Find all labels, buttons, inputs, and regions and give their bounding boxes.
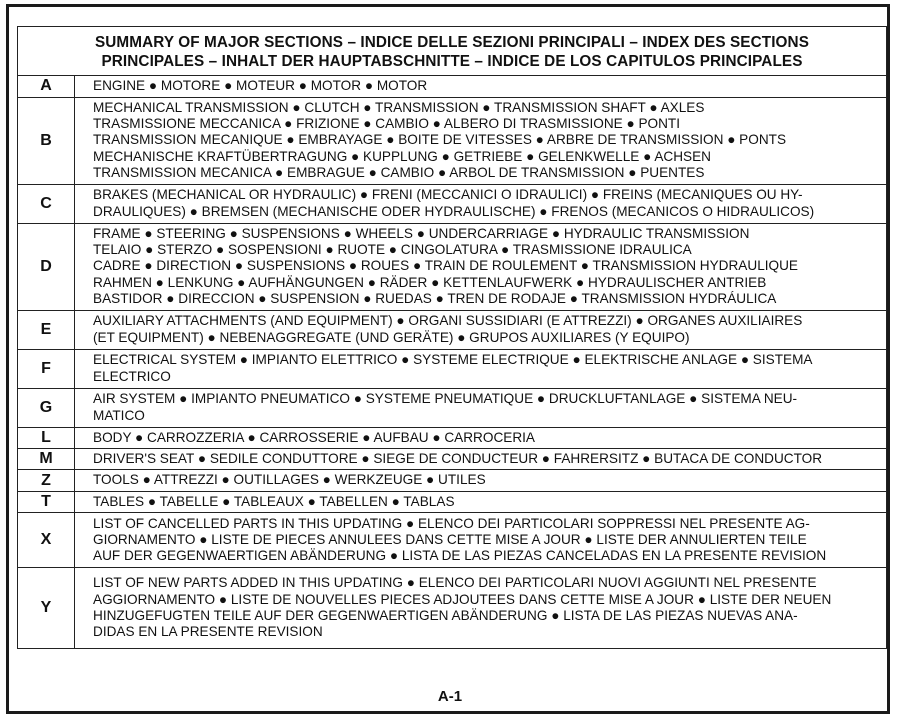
section-description-line: DIDAS EN LA PRESENTE REVISION (93, 624, 323, 640)
section-description-line: BRAKES (MECHANICAL OR HYDRAULIC) ● FRENI (MECCANICI O IDRAULICI) ● FREINS (MECANIQUES OU HY- (93, 187, 803, 203)
sections-summary-table (17, 26, 887, 649)
section-row-y (18, 568, 886, 648)
section-description-line: DRIVER'S SEAT ● SEDILE CONDUTTORE ● SIEGE DE CONDUCTEUR ● FAHRERSITZ ● BUTACA DE CONDUCTOR (93, 450, 823, 466)
section-description-line: ELECTRICO (93, 368, 171, 384)
section-row-d (18, 223, 886, 310)
page-number: A-1 (437, 688, 463, 705)
section-description (75, 448, 887, 469)
section-letter: B (18, 97, 75, 184)
section-row-e (18, 310, 886, 349)
section-description (75, 568, 887, 648)
section-description-line: ELECTRICAL SYSTEM ● IMPIANTO ELETTRICO ● SYSTEME ELECTRIQUE ● ELEKTRISCHE ANLAGE ● SISTEMA (93, 352, 813, 368)
section-description-line: TRANSMISSION MECANICA ● EMBRAGUE ● CAMBIO ● ARBOL DE TRANSMISSION ● PUENTES (93, 165, 705, 181)
sections-table (18, 76, 886, 648)
section-letter: Z (18, 470, 75, 491)
section-letter: C (18, 184, 75, 223)
section-description-line: CADRE ● DIRECTION ● SUSPENSIONS ● ROUES ● TRAIN DE ROULEMENT ● TRANSMISSION HYDRAULIQUE (93, 258, 798, 274)
document-title (18, 27, 886, 76)
section-description-line: LIST OF NEW PARTS ADDED IN THIS UPDATING ● ELENCO DEI PARTICOLARI NUOVI AGGIUNTI NEL PRESENTE (93, 575, 817, 591)
section-description-line: AUXILIARY ATTACHMENTS (AND EQUIPMENT) ● ORGANI SUSSIDIARI (E ATTREZZI) ● ORGANES AUXILIAIRES (93, 313, 803, 329)
section-description-line: (ET EQUIPMENT) ● NEBENAGGREGATE (UND GERÄTE) ● GRUPOS AUXILIARES (Y EQUIPO) (93, 329, 690, 345)
section-description (75, 184, 887, 223)
section-letter: G (18, 388, 75, 427)
section-row-g (18, 388, 886, 427)
section-description-line: HINZUGEFUGTEN TEILE AUF DER GEGENWAERTIGEN ABÄNDERUNG ● LISTA DE LAS PIEZAS NUEVAS ANA- (93, 607, 798, 623)
section-description-line: TABLES ● TABELLE ● TABLEAUX ● TABELLEN ● TABLAS (93, 493, 455, 509)
section-description-line: AGGIORNAMENTO ● LISTE DE NOUVELLES PIECES ADJOUTEES DANS CETTE MISE A JOUR ● LISTE DER NEUEN (93, 591, 832, 607)
section-description-line: TRASMISSIONE MECCANICA ● FRIZIONE ● CAMBIO ● ALBERO DI TRASMISSIONE ● PONTI (93, 115, 680, 131)
section-description-line: MECHANISCHE KRAFTÜBERTRAGUNG ● KUPPLUNG ● GETRIEBE ● GELENKWELLE ● ACHSEN (93, 148, 711, 164)
section-description-line: MECHANICAL TRANSMISSION ● CLUTCH ● TRANSMISSION ● TRANSMISSION SHAFT ● AXLES (93, 99, 705, 115)
section-description-line: AUF DER GEGENWAERTIGEN ABÄNDERUNG ● LISTA DE LAS PIEZAS CANCELADAS EN LA PRESENTE REVISION (93, 548, 827, 564)
section-description (75, 349, 887, 388)
section-description-line: FRAME ● STEERING ● SUSPENSIONS ● WHEELS ● UNDERCARRIAGE ● HYDRAULIC TRANSMISSION (93, 225, 750, 241)
section-description (75, 97, 887, 184)
section-letter: D (18, 223, 75, 310)
section-description-line: TOOLS ● ATTREZZI ● OUTILLAGES ● WERKZEUGE ● UTILES (93, 472, 486, 488)
section-description-line: GIORNAMENTO ● LISTE DE PIECES ANNULEES DANS CETTE MISE A JOUR ● LISTE DER ANNULIERTEN TEILE (93, 531, 807, 547)
section-description-line: LIST OF CANCELLED PARTS IN THIS UPDATING ● ELENCO DEI PARTICOLARI SOPPRESSI NEL PRESENTE AG- (93, 515, 810, 531)
title-line-2: PRINCIPALES – INHALT DER HAUPTABSCHNITTE – INDICE DE LOS CAPITULOS PRINCIPALES (101, 53, 803, 70)
section-letter: F (18, 349, 75, 388)
section-description-line: ENGINE ● MOTORE ● MOTEUR ● MOTOR ● MOTOR (93, 78, 428, 94)
section-description-line: BODY ● CARROZZERIA ● CARROSSERIE ● AUFBAU ● CARROCERIA (93, 429, 535, 445)
section-row-l (18, 427, 886, 448)
section-row-z (18, 470, 886, 491)
section-description-line: MATICO (93, 407, 145, 423)
section-description-line: DRAULIQUES) ● BREMSEN (MECHANISCHE ODER HYDRAULISCHE) ● FRENOS (MECANICOS O HIDRAULICOS) (93, 203, 815, 219)
section-description-line: TRANSMISSION MECANIQUE ● EMBRAYAGE ● BOITE DE VITESSES ● ARBRE DE TRANSMISSION ● PONTS (93, 132, 787, 148)
section-row-t (18, 491, 886, 512)
section-description (75, 470, 887, 491)
section-description (75, 76, 887, 97)
section-letter: E (18, 310, 75, 349)
section-row-f (18, 349, 886, 388)
section-description (75, 223, 887, 310)
section-letter: L (18, 427, 75, 448)
section-description-line: BASTIDOR ● DIRECCION ● SUSPENSION ● RUEDAS ● TREN DE RODAJE ● TRANSMISSION HYDRÁULICA (93, 291, 777, 307)
section-description (75, 427, 887, 448)
section-row-x (18, 513, 886, 568)
section-row-m (18, 448, 886, 469)
section-description-line: RAHMEN ● LENKUNG ● AUFHÄNGUNGEN ● RÄDER ● KETTENLAUFWERK ● HYDRAULISCHER ANTRIEB (93, 274, 767, 290)
section-description (75, 310, 887, 349)
section-row-b (18, 97, 886, 184)
section-description (75, 388, 887, 427)
section-letter: M (18, 448, 75, 469)
section-description-line: AIR SYSTEM ● IMPIANTO PNEUMATICO ● SYSTEME PNEUMATIQUE ● DRUCKLUFTANLAGE ● SISTEMA NEU- (93, 391, 798, 407)
title-line-1: SUMMARY OF MAJOR SECTIONS – INDICE DELLE SEZIONI PRINCIPALI – INDEX DES SECTIONS (94, 34, 809, 51)
section-description (75, 513, 887, 568)
sections-body (18, 76, 886, 648)
section-description (75, 491, 887, 512)
section-description-line: TELAIO ● STERZO ● SOSPENSIONI ● RUOTE ● CINGOLATURA ● TRASMISSIONE IDRAULICA (93, 241, 692, 257)
section-row-c (18, 184, 886, 223)
section-letter: X (18, 513, 75, 568)
section-letter: T (18, 491, 75, 512)
section-letter: A (18, 76, 75, 97)
section-letter: Y (18, 568, 75, 648)
section-row-a (18, 76, 886, 97)
